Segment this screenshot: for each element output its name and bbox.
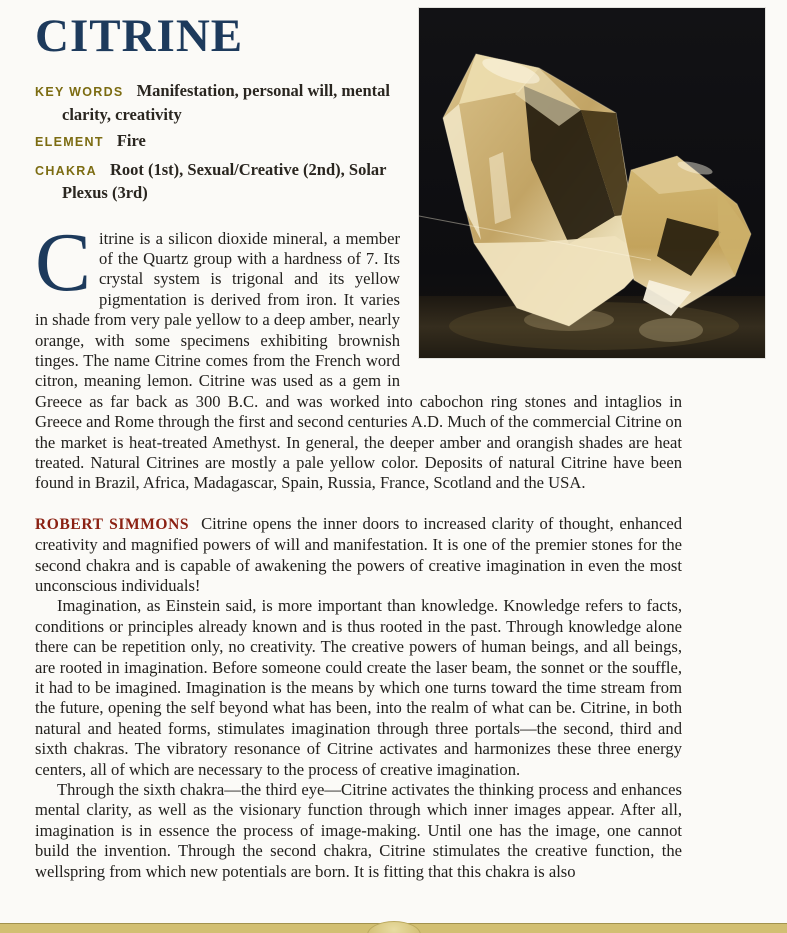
sixth-chakra-paragraph: Through the sixth chakra—the third eye—Citrine activates the thinking process and enhances mental clarity, as well as the visionary function through which inner images appear. After all, imagination is in essence the process of image-making. Until one has the image, one cannot build the invention. Through the second chakra, Citrine stimulates the creative function, the wellspring from which new potentials are born. It is fitting that this chakra is also (35, 780, 682, 881)
element-label: ELEMENT (35, 135, 104, 149)
imagination-paragraph: Imagination, as Einstein said, is more important than knowledge. Knowledge refers to facts, conditions or principles already known and is thus rooted in the past. Through knowledge alone there can be repetition only, no creativity. The creative powers of human beings, and all beings, are rooted in imagination. Before someone could create the laser beam, the sonnet or the souffle, it had to be imagined. Imagination is the means by which one turns toward the time stream from the future, opening the self beyond what has been, into the realm of what can be. Citrine, in both natural and heated forms, stimulates imagination through three portals—the second, third and sixth chakras. The vibratory resonance of Citrine activates and harmonizes these three energy centers, all of which are necessary to the process of creative imagination. (35, 596, 682, 779)
footer-ornament (367, 921, 421, 933)
crystal-illustration (419, 8, 765, 358)
keywords-label: KEY WORDS (35, 85, 124, 99)
chakra-value: Root (1st), Sexual/Creative (2nd), Solar Plexus (3rd) (62, 159, 387, 202)
robert-simmons-text: Citrine opens the inner doors to increased clarity of thought, enhanced creativity and magnified powers of will and manifestation. It is one of the premier stones for the second chakra and is capable of awakening the powers of creative imagination in even the most unconscious individuals! (35, 513, 682, 595)
dropcap-letter: C (35, 215, 92, 309)
element-value: Fire (116, 131, 146, 150)
page-title: CITRINE (35, 10, 244, 62)
chakra-label: CHAKRA (35, 163, 97, 178)
robert-simmons-label: ROBERT SIMMONS (35, 515, 190, 533)
keywords-value: Manifestation, personal will, mental clarity, creativity (62, 81, 391, 124)
footer-band (0, 923, 787, 933)
intro-text: itrine is a silicon dioxide mineral, a member of the Quartz group with a hardness of 7. Its crystal system is trigonal and its yellow pigmentation is derived from iron. It varies in shade from very pale yellow to a deep amber, nearly orange, with some specimens exhibiting brownish tinges. The name Citrine comes from the French word citron, meaning lemon. Citrine was used as a gem in Greece as far back as 300 B.C. and was worked into cabochon ring stones and intaglios in Greece and Rome through the first and second centuries A.D. Much of the commercial Citrine on the market is heat-treated Amethyst. In general, the deeper amber and orangish shades are heat treated. Natural Citrines are mostly a pale yellow color. Deposits of natural Citrine have been found in Brazil, Africa, Madagascar, Spain, Russia, France, Scotland and the USA. (35, 228, 682, 493)
citrine-crystal-photo (419, 8, 765, 358)
robert-simmons-paragraph (35, 514, 682, 597)
